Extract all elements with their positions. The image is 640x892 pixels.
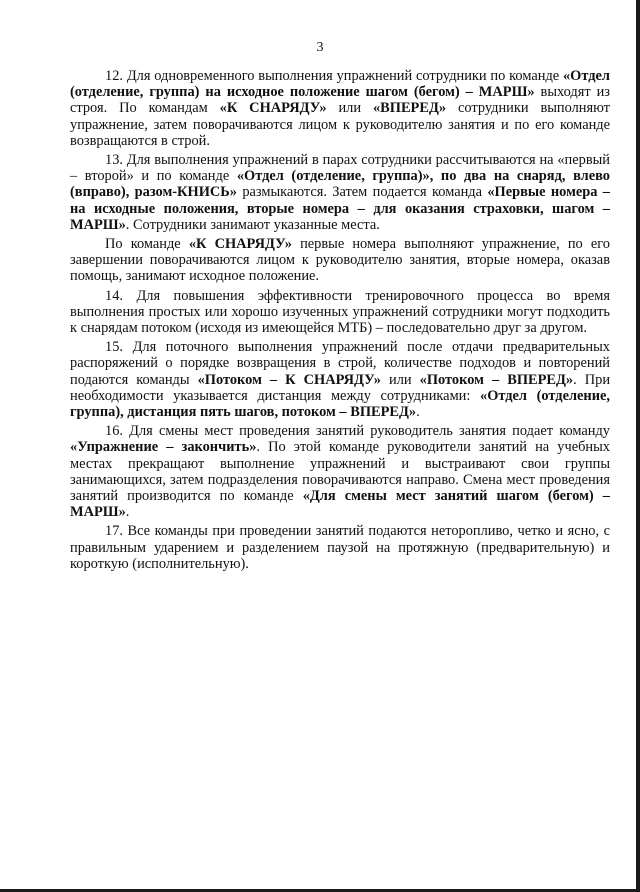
page-number: 3 [316,40,324,55]
scan-edge-right [636,0,640,892]
paragraph-text: . При необходимости указывается дистанция между сотрудниками: [70,371,611,404]
bold-command-text: «Потоком – К СНАРЯДУ» [197,371,381,388]
paragraph-text: или [326,100,373,117]
bold-command-text: «Потоком – ВПЕРЕД» [419,371,574,388]
paragraph-p16 [70,423,610,520]
bold-command-text: «Первые номера – на исходные положения, вторые номера – для оказания страховки, шагом – МАРШ» [70,184,610,233]
bold-command-text: «ВПЕРЕД» [372,100,447,117]
paragraph-text: 12. Для одновременного выполнения упражнений сотрудники по команде [105,68,563,84]
paragraph-text: размыкаются. Затем подается команда [236,184,488,201]
paragraph-text: 17. Все команды при проведении занятий подаются неторопливо, четко и ясно, с правильным ударением и разделением паузой на протяжную (предварительную) и короткую (исполнительную). [70,523,610,572]
paragraph-text: . [416,404,420,421]
bold-command-text: «Отдел (отделение, группа) на исходное положение шагом (бегом) – МАРШ» [70,68,610,101]
bold-command-text: «К СНАРЯДУ» [219,100,327,117]
paragraph-text: выходят из строя. По командам [70,84,610,117]
paragraph-text: или [380,371,420,388]
paragraph-p13b [70,236,610,285]
bold-command-text: «К СНАРЯДУ» [188,236,292,253]
paragraph-text: . По этой команде руководители занятий на учебных местах прекращают выполнение упражнений и выстраивают свои группы занимающихся, затем подразделения поворачиваются направо. Смена мест проведения занятий производится по команде [70,439,611,505]
bold-command-text: «Отдел (отделение, группа), дистанция пять шагов, потоком – ВПЕРЕД» [70,387,611,421]
paragraph-text: 14. Для повышения эффективности тренировочного процесса во время выполнения простых или хорошо изученных упражнений сотрудники могут подходить к снарядам потоком (исходя из имеющейся МТБ) – последовательно друг за другом. [70,287,610,337]
paragraph-text: 15. Для поточного выполнения упражнений после отдачи предварительных распоряжений о порядке возвращения в строй, количестве подходов и повторений подаются команды [70,339,610,388]
paragraph-text: сотрудники выполняют упражнение, затем поворачиваются лицом к руководителю занятия и по его команде возвращаются в строй. [70,100,610,149]
bold-command-text: «Упражнение – закончить» [70,439,257,456]
paragraph-text: 16. Для смены мест проведения занятий руководитель занятия подает команду [105,423,610,440]
paragraph-p12 [70,68,610,149]
paragraph-text: . [125,504,130,521]
document-body [70,68,610,575]
paragraph-p15 [70,339,610,420]
bold-command-text: «Для смены мест занятий шагом (бегом) – МАРШ» [70,488,610,521]
paragraph-text: . Сотрудники занимают указанные места. [125,216,380,233]
paragraph-p17 [70,523,610,572]
paragraph-text: По команде [105,236,189,253]
bold-command-text: «Отдел (отделение, группа)», по два на снаряд, влево (вправо), разом-КНИСЬ» [70,168,610,201]
paragraph-text: первые номера выполняют упражнение, по его завершении поворачиваются лицом к руководителю занятия, вторые номера, оказав помощь, занимают исходное положение. [70,236,610,285]
paragraph-text: 13. Для выполнения упражнений в парах сотрудники рассчитываются на «первый – второй» и по команде [70,152,610,185]
paragraph-p13 [70,152,610,233]
paragraph-p14 [70,288,610,337]
